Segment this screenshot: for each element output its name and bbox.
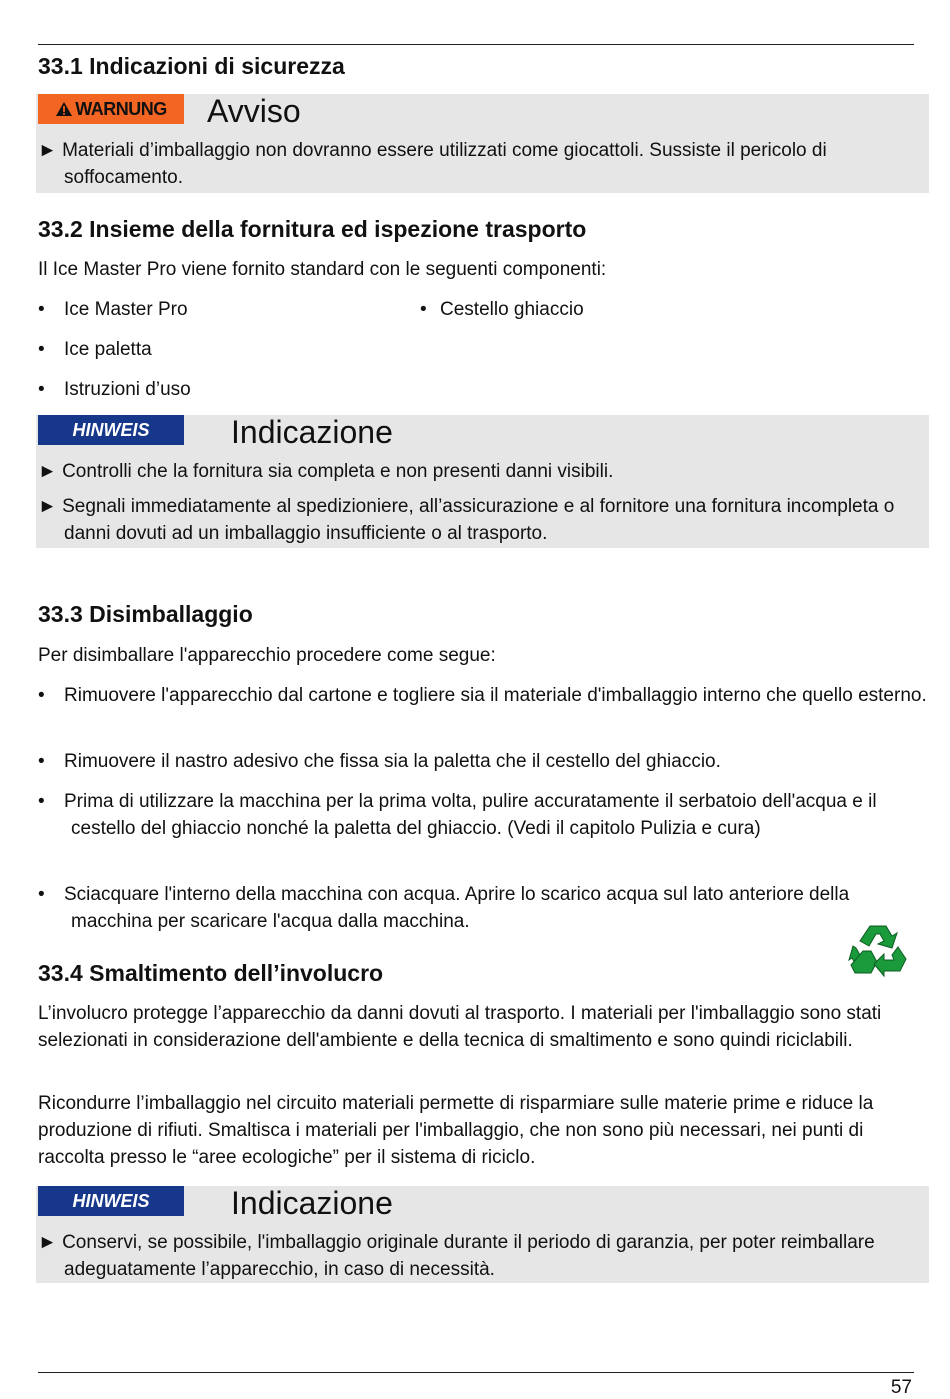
delivery-intro: Il Ice Master Pro viene fornito standard con le seguenti componenti: [38,259,607,280]
notice-line: ► Segnali immediatamente al spedizioniere, all’assicurazione e al fornitore una fornitura incompleta o danni dovuti ad un imballaggio insufficiente o al trasporto. [38,496,895,544]
section-heading-unpacking: 33.3 Disimballaggio [38,601,253,627]
recycle-icon [848,922,908,978]
notice-box-delivery [36,415,929,548]
notice-badge: HINWEIS [38,415,184,445]
top-rule [38,44,914,45]
disposal-paragraph: Ricondurre l’imballaggio nel circuito materiali permette di risparmiare sulle materie prime e riduce la produzione di rifiuti. Smaltisca i materiali per l'imballaggio, che non sono più necessari, nei punti di raccolta presso le “aree ecologiche” per il sistema di riciclo. [38,1093,874,1168]
bottom-rule [38,1372,914,1373]
warning-box-title: Avviso [207,93,301,129]
notice-box-title: Indicazione [231,1185,393,1221]
notice-line: ► Conservi, se possibile, l'imballaggio originale durante il periodo di garanzia, per poter reimballare adeguatamente l’apparecchio, in caso di necessità. [38,1232,875,1280]
warning-badge [38,94,184,124]
page-number: 57 [890,1377,912,1398]
warning-triangle-icon [55,101,73,117]
warning-badge-label: WARNUNG [75,98,167,119]
list-item: • Cestello ghiaccio [420,299,584,320]
notice-line: ► Controlli che la fornitura sia completa e non presenti danni visibili. [38,461,614,482]
warning-line: ► Materiali d’imballaggio non dovranno essere utilizzati come giocattoli. Sussiste il pericolo di soffocamento. [38,140,827,188]
notice-box-title: Indicazione [231,414,393,450]
notice-box-disposal [36,1186,929,1283]
disposal-paragraph: L’involucro protegge l’apparecchio da danni dovuti al trasporto. I materiali per l'imballaggio sono stati selezionati in considerazione dell'ambiente e della tecnica di smaltimento e sono quindi riciclabili. [38,1003,882,1051]
section-heading-delivery: 33.2 Insieme della fornitura ed ispezione trasporto [38,216,587,242]
warning-box [36,94,929,193]
list-item: • Rimuovere l'apparecchio dal cartone e togliere sia il materiale d'imballaggio interno che quello esterno. [38,685,927,706]
notice-badge: HINWEIS [38,1186,184,1216]
unpacking-intro: Per disimballare l'apparecchio procedere come segue: [38,645,496,666]
list-item: • Ice Master Pro [38,299,188,320]
list-item: • Sciacquare l'interno della macchina con acqua. Aprire lo scarico acqua sul lato anteriore della macchina per scaricare l'acqua dalla macchina. [38,884,850,932]
list-item: • Ice paletta [38,339,152,360]
section-heading-safety: 33.1 Indicazioni di sicurezza [38,53,345,79]
list-item: • Rimuovere il nastro adesivo che fissa sia la paletta che il cestello del ghiaccio. [38,751,721,772]
list-item: • Istruzioni d’uso [38,379,191,400]
list-item: • Prima di utilizzare la macchina per la prima volta, pulire accuratamente il serbatoio dell'acqua e il cestello del ghiaccio nonché la paletta del ghiaccio. (Vedi il capitolo Pulizia e cura) [38,791,877,839]
section-heading-disposal: 33.4 Smaltimento dell’involucro [38,960,384,986]
